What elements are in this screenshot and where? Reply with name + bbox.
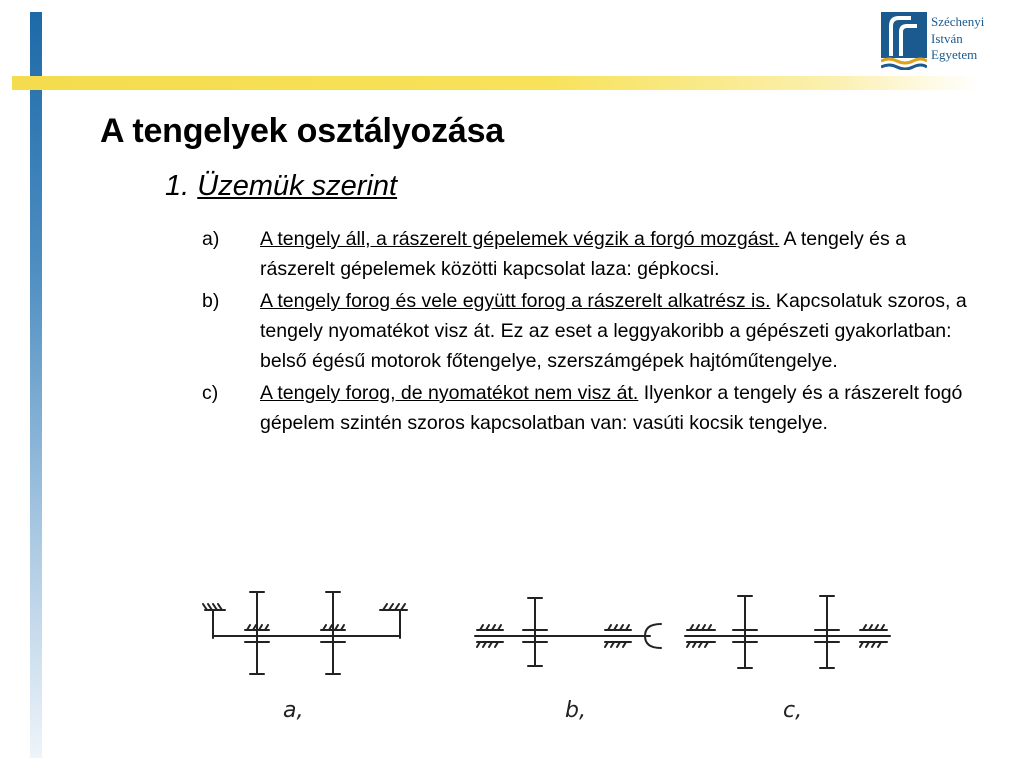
left-accent-bar — [30, 12, 42, 758]
shaft-diagrams — [195, 580, 905, 740]
list-item-b — [202, 286, 972, 376]
diagram-b-label: b, — [565, 698, 586, 723]
list-item-a — [202, 224, 972, 284]
university-logo-icon — [881, 12, 927, 70]
item-description: Kapcsolatuk szoros, a tengely nyomatékot visz át. Ez az eset a leggyakoribb a gépészeti gyakorlatban: belső égésű motorok főtengelye, szerszámgépek hajtóműtengelye. — [260, 290, 967, 372]
diagram-a — [203, 592, 407, 674]
section-heading — [165, 170, 397, 203]
top-accent-line — [12, 76, 980, 90]
classification-list — [202, 224, 972, 440]
item-key-statement: A tengely forog, de nyomatékot nem visz át. — [260, 382, 639, 404]
list-item-c — [202, 378, 972, 438]
diagram-c-label: c, — [783, 698, 803, 723]
section-number: 1. — [165, 170, 190, 202]
section-title: Üzemük szerint — [197, 170, 398, 202]
logo-text — [931, 14, 984, 64]
item-key-statement: A tengely forog és vele együtt forog a rászerelt alkatrész is. — [260, 290, 771, 312]
list-marker: c) — [202, 382, 219, 404]
university-logo — [881, 12, 1009, 72]
item-key-statement: A tengely áll, a rászerelt gépelemek végzik a forgó mozgást. — [260, 228, 780, 250]
diagram-a-label: a, — [283, 698, 304, 723]
diagram-b — [475, 598, 661, 666]
diagram-c — [685, 596, 890, 668]
item-description: Ilyenkor a tengely és a rászerelt fogó gépelem szintén szoros kapcsolatban van: vasúti kocsik tengelye. — [260, 382, 963, 434]
slide-title: A tengelyek osztályozása — [100, 112, 504, 150]
logo-line: Egyetem — [931, 47, 978, 62]
item-description: A tengely és a rászerelt gépelemek közötti kapcsolat laza: gépkocsi. — [260, 228, 907, 280]
list-marker: a) — [202, 228, 220, 250]
logo-line: István — [931, 30, 963, 46]
list-marker: b) — [202, 290, 220, 312]
logo-line: Széchenyi — [931, 14, 985, 29]
